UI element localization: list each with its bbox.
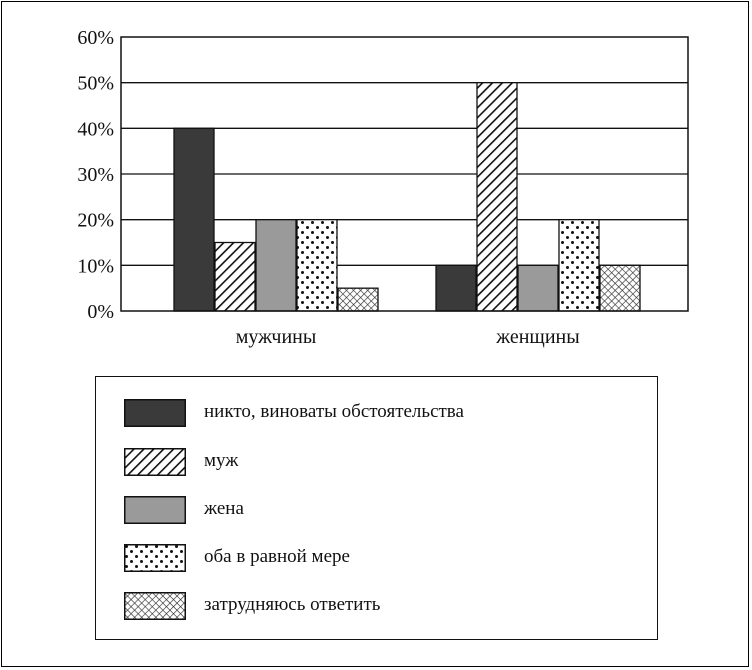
y-tick-label: 10% <box>77 255 114 278</box>
bar-dots-0 <box>297 220 337 311</box>
bar-crosshatch-1 <box>600 265 640 311</box>
bar-diagonal-hatch-0 <box>215 243 255 312</box>
legend <box>95 376 658 640</box>
y-tick-label: 20% <box>77 209 114 232</box>
legend-item-husband <box>124 448 644 478</box>
y-tick-label: 0% <box>87 301 114 323</box>
bar-crosshatch-0 <box>338 288 378 311</box>
bar-diagonal-hatch-1 <box>477 83 517 311</box>
x-category-label: женщины <box>496 326 580 348</box>
legend-label: никто, виноваты обстоятельства <box>204 401 464 422</box>
legend-swatch-dots <box>124 544 186 572</box>
legend-label: жена <box>204 498 244 519</box>
y-tick-label: 50% <box>77 72 114 95</box>
x-category-label: мужчины <box>235 326 317 348</box>
legend-item-undecided <box>124 592 644 622</box>
legend-item-nobody <box>124 399 644 429</box>
x-axis-labels <box>236 326 580 348</box>
y-axis-ticks <box>77 27 114 323</box>
bar-solid-gray-1 <box>518 265 558 311</box>
bars <box>174 83 640 311</box>
legend-label: затрудняюсь ответить <box>204 594 381 615</box>
bar-solid-dark-0 <box>174 128 214 311</box>
bar-dots-1 <box>559 220 599 311</box>
legend-swatch-solid-gray <box>124 496 186 524</box>
y-tick-label: 30% <box>77 164 114 186</box>
legend-swatch-diagonal-hatch <box>124 448 186 476</box>
legend-item-wife <box>124 496 644 526</box>
y-tick-label: 40% <box>77 118 114 141</box>
legend-swatch-solid-dark <box>124 399 186 427</box>
legend-label: оба в равной мере <box>204 546 350 567</box>
bar-solid-dark-1 <box>436 265 476 311</box>
bar-solid-gray-0 <box>256 220 296 311</box>
y-tick-label: 60% <box>77 27 114 49</box>
legend-swatch-crosshatch <box>124 592 186 620</box>
legend-label: муж <box>204 450 239 471</box>
legend-item-both <box>124 544 644 574</box>
